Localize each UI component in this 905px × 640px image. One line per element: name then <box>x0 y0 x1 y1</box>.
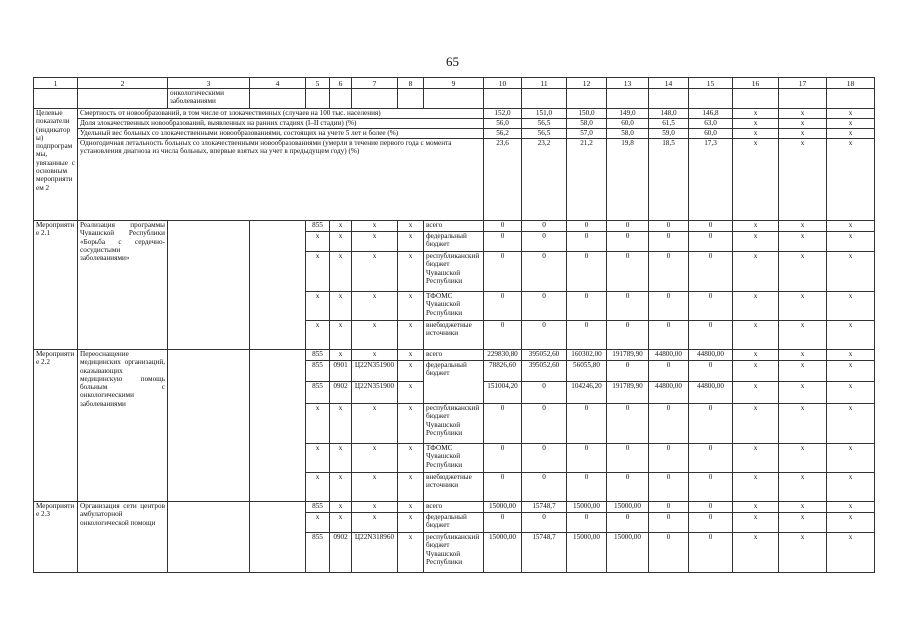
code-expense: x <box>398 513 424 533</box>
amount-value: 0 <box>689 321 733 350</box>
funding-source: внебюджетные источники <box>424 321 484 350</box>
code-target: x <box>352 404 398 444</box>
funding-source: всего <box>424 350 484 361</box>
amount-value: 0 <box>607 444 649 473</box>
column-header-16: 16 <box>733 78 779 89</box>
amount-value: 0 <box>689 444 733 473</box>
amount-value: 0 <box>484 321 522 350</box>
code-expense: x <box>398 292 424 321</box>
amount-value: x <box>733 221 779 232</box>
measure-col-3 <box>168 221 250 350</box>
amount-value: 0 <box>649 533 689 573</box>
amount-value: 0 <box>522 221 567 232</box>
target-value: 56,5 <box>522 129 567 139</box>
amount-value: 0 <box>484 221 522 232</box>
amount-value: 0 <box>607 221 649 232</box>
funding-source: федеральный бюджет <box>424 513 484 533</box>
target-value: x <box>733 109 779 119</box>
code-section: x <box>330 350 352 361</box>
amount-value: 15000,00 <box>567 502 607 513</box>
amount-value: x <box>827 473 875 502</box>
amount-value: x <box>733 350 779 361</box>
target-value: x <box>733 119 779 129</box>
code-expense: x <box>398 232 424 252</box>
target-value: 60,0 <box>689 129 733 139</box>
amount-value: 0 <box>607 404 649 444</box>
measure-col-4 <box>250 350 306 502</box>
amount-value: x <box>733 473 779 502</box>
amount-value: 0 <box>649 321 689 350</box>
target-value: 58,0 <box>607 129 649 139</box>
amount-value: x <box>827 350 875 361</box>
target-row <box>34 119 875 129</box>
target-text: Удельный вес больных со злокачественными новообразованиями, состоящих на учете 5 лет и более (%) <box>78 129 484 139</box>
amount-value: 15000,00 <box>607 533 649 573</box>
amount-value: 395052,60 <box>522 350 567 361</box>
code-target: x <box>352 321 398 350</box>
target-value: 58,0 <box>567 119 607 129</box>
amount-value: 0 <box>567 252 607 292</box>
column-header-1: 1 <box>34 78 78 89</box>
funding-source <box>424 382 484 404</box>
budget-table <box>33 77 875 573</box>
amount-value: x <box>733 404 779 444</box>
code-expense: x <box>398 321 424 350</box>
cont-col-15 <box>689 89 733 109</box>
code-grbs: x <box>306 292 330 321</box>
target-value: x <box>779 119 827 129</box>
target-value: x <box>779 139 827 221</box>
cont-cell: онкологическими заболеваниями <box>168 89 250 109</box>
measure-col-4 <box>250 221 306 350</box>
amount-value: 0 <box>484 444 522 473</box>
amount-value: x <box>827 361 875 382</box>
measure-col-3 <box>168 502 250 573</box>
budget-table-container <box>33 77 874 573</box>
amount-value: x <box>733 232 779 252</box>
amount-value: 0 <box>522 444 567 473</box>
amount-value: x <box>733 502 779 513</box>
amount-value: 0 <box>484 292 522 321</box>
cont-col-6 <box>330 89 352 109</box>
amount-value: 160302,00 <box>567 350 607 361</box>
code-grbs: x <box>306 321 330 350</box>
amount-value: 15000,00 <box>484 533 522 573</box>
code-expense: x <box>398 444 424 473</box>
amount-value: 0 <box>522 292 567 321</box>
amount-value: 0 <box>689 502 733 513</box>
amount-value: x <box>733 533 779 573</box>
page-number: 65 <box>446 54 459 69</box>
cont-col-1 <box>34 89 78 109</box>
target-value: 56,2 <box>484 129 522 139</box>
amount-value: 0 <box>607 252 649 292</box>
target-value: x <box>827 139 875 221</box>
target-value: x <box>827 119 875 129</box>
amount-value: x <box>733 361 779 382</box>
cont-col-4 <box>250 89 306 109</box>
target-text: Одногодичная летальность больных со злокачественными новообразованиями (умерли в течение первого года с момента установления диагноза из числа больных, впервые взятых на учет в предыдущем году) (%) <box>78 139 484 221</box>
code-grbs: x <box>306 473 330 502</box>
measure-label: Мероприятие 2.1 <box>34 221 78 350</box>
code-grbs: 855 <box>306 533 330 573</box>
target-row <box>34 109 875 119</box>
column-header-9: 9 <box>424 78 484 89</box>
amount-value: 0 <box>567 292 607 321</box>
column-header-12: 12 <box>567 78 607 89</box>
amount-value: x <box>779 444 827 473</box>
amount-value: 0 <box>567 321 607 350</box>
measure-label: Мероприятие 2.3 <box>34 502 78 573</box>
amount-value: x <box>827 444 875 473</box>
code-grbs: 855 <box>306 502 330 513</box>
amount-value: 78826,60 <box>484 361 522 382</box>
measure-name: Реализация программы Чувашской Республики «Борьба с сердечно-сосудистыми заболеваниями» <box>78 221 168 350</box>
code-grbs: 855 <box>306 382 330 404</box>
target-value: 149,0 <box>607 109 649 119</box>
code-grbs: x <box>306 252 330 292</box>
column-header-2: 2 <box>78 78 168 89</box>
amount-value: 0 <box>607 321 649 350</box>
funding-source: всего <box>424 502 484 513</box>
amount-value: x <box>827 292 875 321</box>
measure-row <box>34 502 875 513</box>
code-expense: x <box>398 350 424 361</box>
code-grbs: x <box>306 513 330 533</box>
code-target: x <box>352 292 398 321</box>
amount-value: 151004,20 <box>484 382 522 404</box>
code-section: x <box>330 232 352 252</box>
code-expense: x <box>398 473 424 502</box>
code-section: x <box>330 444 352 473</box>
amount-value: 0 <box>607 292 649 321</box>
amount-value: x <box>733 321 779 350</box>
amount-value: 0 <box>689 221 733 232</box>
code-section: 0902 <box>330 382 352 404</box>
amount-value: 44800,00 <box>649 382 689 404</box>
amount-value: x <box>779 382 827 404</box>
amount-value: 0 <box>522 232 567 252</box>
cont-col-2 <box>78 89 168 109</box>
code-section: x <box>330 321 352 350</box>
funding-source: внебюджетные источники <box>424 473 484 502</box>
code-section: x <box>330 473 352 502</box>
code-grbs: x <box>306 444 330 473</box>
cont-col-17 <box>779 89 827 109</box>
amount-value: 15000,00 <box>484 502 522 513</box>
measure-row <box>34 221 875 232</box>
amount-value: 104246,20 <box>567 382 607 404</box>
amount-value: 15000,00 <box>607 502 649 513</box>
column-header-8: 8 <box>398 78 424 89</box>
target-value: 21,2 <box>567 139 607 221</box>
cont-col-14 <box>649 89 689 109</box>
amount-value: 0 <box>649 513 689 533</box>
amount-value: 0 <box>567 404 607 444</box>
amount-value: x <box>779 350 827 361</box>
targets-label: Целевые показатели (индикаторы) подпрограммы, увязанные с основным мероприятием 2 <box>34 109 78 221</box>
amount-value: 0 <box>567 444 607 473</box>
amount-value: x <box>827 513 875 533</box>
target-row <box>34 129 875 139</box>
target-value: 60,0 <box>607 119 649 129</box>
funding-source: республиканский бюджет Чувашской Республики <box>424 252 484 292</box>
code-target: x <box>352 502 398 513</box>
target-value: 152,0 <box>484 109 522 119</box>
measure-row <box>34 350 875 361</box>
amount-value: 191789,90 <box>607 350 649 361</box>
amount-value: 0 <box>649 473 689 502</box>
target-value: 146,8 <box>689 109 733 119</box>
amount-value: 0 <box>484 473 522 502</box>
amount-value: x <box>779 533 827 573</box>
amount-value: x <box>779 513 827 533</box>
cont-col-12 <box>567 89 607 109</box>
amount-value: x <box>779 232 827 252</box>
amount-value: 0 <box>649 252 689 292</box>
amount-value: x <box>827 502 875 513</box>
amount-value: x <box>779 404 827 444</box>
amount-value: 0 <box>522 382 567 404</box>
amount-value: 44800,00 <box>649 350 689 361</box>
amount-value: 0 <box>649 361 689 382</box>
amount-value: 0 <box>689 473 733 502</box>
amount-value: x <box>733 513 779 533</box>
code-section: x <box>330 221 352 232</box>
amount-value: 0 <box>689 533 733 573</box>
target-value: x <box>733 139 779 221</box>
code-section: x <box>330 513 352 533</box>
target-value: 57,0 <box>567 129 607 139</box>
amount-value: 0 <box>689 361 733 382</box>
cont-col-9 <box>424 89 484 109</box>
amount-value: x <box>733 292 779 321</box>
code-section: x <box>330 252 352 292</box>
amount-value: x <box>827 252 875 292</box>
amount-value: x <box>779 473 827 502</box>
target-value: 18,5 <box>649 139 689 221</box>
code-target: x <box>352 444 398 473</box>
column-header-17: 17 <box>779 78 827 89</box>
amount-value: x <box>779 292 827 321</box>
target-value: x <box>827 129 875 139</box>
code-expense: x <box>398 221 424 232</box>
amount-value: 0 <box>522 252 567 292</box>
amount-value: 0 <box>689 252 733 292</box>
measure-col-4 <box>250 502 306 573</box>
amount-value: x <box>733 252 779 292</box>
amount-value: 44800,00 <box>689 382 733 404</box>
code-expense: x <box>398 382 424 404</box>
cont-col-10 <box>484 89 522 109</box>
code-target: x <box>352 513 398 533</box>
amount-value: 0 <box>484 513 522 533</box>
amount-value: 0 <box>607 473 649 502</box>
column-header-14: 14 <box>649 78 689 89</box>
amount-value: 0 <box>689 232 733 252</box>
funding-source: республиканский бюджет Чувашской Республики <box>424 404 484 444</box>
funding-source: республиканский бюджет Чувашской Республики <box>424 533 484 573</box>
code-section: x <box>330 502 352 513</box>
header-row <box>34 78 875 89</box>
amount-value: 44800,00 <box>689 350 733 361</box>
amount-value: x <box>827 382 875 404</box>
column-header-15: 15 <box>689 78 733 89</box>
amount-value: x <box>733 444 779 473</box>
amount-value: 0 <box>649 232 689 252</box>
amount-value: 0 <box>649 404 689 444</box>
amount-value: x <box>827 533 875 573</box>
code-target: Ц22N318960 <box>352 533 398 573</box>
target-value: 23,2 <box>522 139 567 221</box>
cont-col-11 <box>522 89 567 109</box>
target-text: Доля злокачественных новообразований, выявленных на ранних стадиях (I–II стадии) (%) <box>78 119 484 129</box>
target-value: 17,3 <box>689 139 733 221</box>
measure-label: Мероприятие 2.2 <box>34 350 78 502</box>
amount-value: x <box>779 321 827 350</box>
code-grbs: 855 <box>306 350 330 361</box>
amount-value: x <box>779 502 827 513</box>
amount-value: 0 <box>649 502 689 513</box>
amount-value: x <box>779 252 827 292</box>
amount-value: 0 <box>522 404 567 444</box>
code-section: x <box>330 292 352 321</box>
funding-source: федеральный бюджет <box>424 232 484 252</box>
continuation-row <box>34 89 875 109</box>
amount-value: 0 <box>522 513 567 533</box>
code-expense: x <box>398 252 424 292</box>
cont-col-7 <box>352 89 398 109</box>
amount-value: 0 <box>484 404 522 444</box>
amount-value: 15748,7 <box>522 502 567 513</box>
amount-value: 0 <box>607 513 649 533</box>
amount-value: 229830,80 <box>484 350 522 361</box>
code-target: Ц22N351900 <box>352 382 398 404</box>
amount-value: 0 <box>607 232 649 252</box>
code-grbs: x <box>306 232 330 252</box>
code-expense: x <box>398 533 424 573</box>
amount-value: 0 <box>522 473 567 502</box>
amount-value: 0 <box>567 513 607 533</box>
target-value: 56,0 <box>484 119 522 129</box>
amount-value: 0 <box>567 473 607 502</box>
amount-value: 15748,7 <box>522 533 567 573</box>
column-header-3: 3 <box>168 78 250 89</box>
cont-col-18 <box>827 89 875 109</box>
amount-value: 0 <box>649 292 689 321</box>
amount-value: 395052,60 <box>522 361 567 382</box>
code-grbs: 855 <box>306 361 330 382</box>
amount-value: 0 <box>689 292 733 321</box>
amount-value: x <box>779 361 827 382</box>
target-value: 23,6 <box>484 139 522 221</box>
code-target: x <box>352 350 398 361</box>
target-value: 61,5 <box>649 119 689 129</box>
target-text: Смертность от новообразований, в том числе от злокачественных (случаев на 100 тыс. населения) <box>78 109 484 119</box>
funding-source: всего <box>424 221 484 232</box>
cont-col-16 <box>733 89 779 109</box>
target-value: 63,0 <box>689 119 733 129</box>
column-header-13: 13 <box>607 78 649 89</box>
code-target: Ц22N351900 <box>352 361 398 382</box>
amount-value: 15000,00 <box>567 533 607 573</box>
amount-value: 0 <box>607 361 649 382</box>
amount-value: 0 <box>649 444 689 473</box>
column-header-6: 6 <box>330 78 352 89</box>
code-section: x <box>330 404 352 444</box>
amount-value: 0 <box>484 252 522 292</box>
target-value: 151,0 <box>522 109 567 119</box>
amount-value: x <box>827 321 875 350</box>
code-section: 0901 <box>330 361 352 382</box>
code-grbs: x <box>306 404 330 444</box>
target-value: 19,8 <box>607 139 649 221</box>
amount-value: x <box>827 221 875 232</box>
cont-col-8 <box>398 89 424 109</box>
amount-value: 0 <box>567 232 607 252</box>
target-value: 56,5 <box>522 119 567 129</box>
amount-value: 0 <box>649 221 689 232</box>
code-grbs: 855 <box>306 221 330 232</box>
code-expense: x <box>398 361 424 382</box>
code-target: x <box>352 221 398 232</box>
measure-name: Переоснащение медицинских организаций, оказывающих медицинскую помощь больным с онкологическими заболеваниями <box>78 350 168 502</box>
measure-col-3 <box>168 350 250 502</box>
target-row <box>34 139 875 221</box>
code-target: x <box>352 473 398 502</box>
code-section: 0902 <box>330 533 352 573</box>
code-expense: x <box>398 502 424 513</box>
column-header-7: 7 <box>352 78 398 89</box>
column-header-4: 4 <box>250 78 306 89</box>
amount-value: 0 <box>567 221 607 232</box>
funding-source: ТФОМС Чувашской Республики <box>424 444 484 473</box>
target-value: 59,0 <box>649 129 689 139</box>
amount-value: 56055,80 <box>567 361 607 382</box>
code-target: x <box>352 232 398 252</box>
column-header-5: 5 <box>306 78 330 89</box>
amount-value: 0 <box>689 404 733 444</box>
column-header-11: 11 <box>522 78 567 89</box>
cont-col-13 <box>607 89 649 109</box>
target-value: x <box>733 129 779 139</box>
target-value: 150,0 <box>567 109 607 119</box>
amount-value: 0 <box>484 232 522 252</box>
target-value: x <box>779 109 827 119</box>
funding-source: ТФОМС Чувашской Республики <box>424 292 484 321</box>
amount-value: x <box>827 232 875 252</box>
code-expense: x <box>398 404 424 444</box>
column-header-10: 10 <box>484 78 522 89</box>
amount-value: x <box>827 404 875 444</box>
amount-value: 0 <box>522 321 567 350</box>
target-value: 148,0 <box>649 109 689 119</box>
amount-value: x <box>779 221 827 232</box>
amount-value: 0 <box>689 513 733 533</box>
column-header-18: 18 <box>827 78 875 89</box>
funding-source: федеральный бюджет <box>424 361 484 382</box>
amount-value: x <box>733 382 779 404</box>
target-value: x <box>779 129 827 139</box>
measure-name: Организация сети центров амбулаторной онкологической помощи <box>78 502 168 573</box>
cont-col-5 <box>306 89 330 109</box>
code-target: x <box>352 252 398 292</box>
amount-value: 191789,90 <box>607 382 649 404</box>
target-value: x <box>827 109 875 119</box>
